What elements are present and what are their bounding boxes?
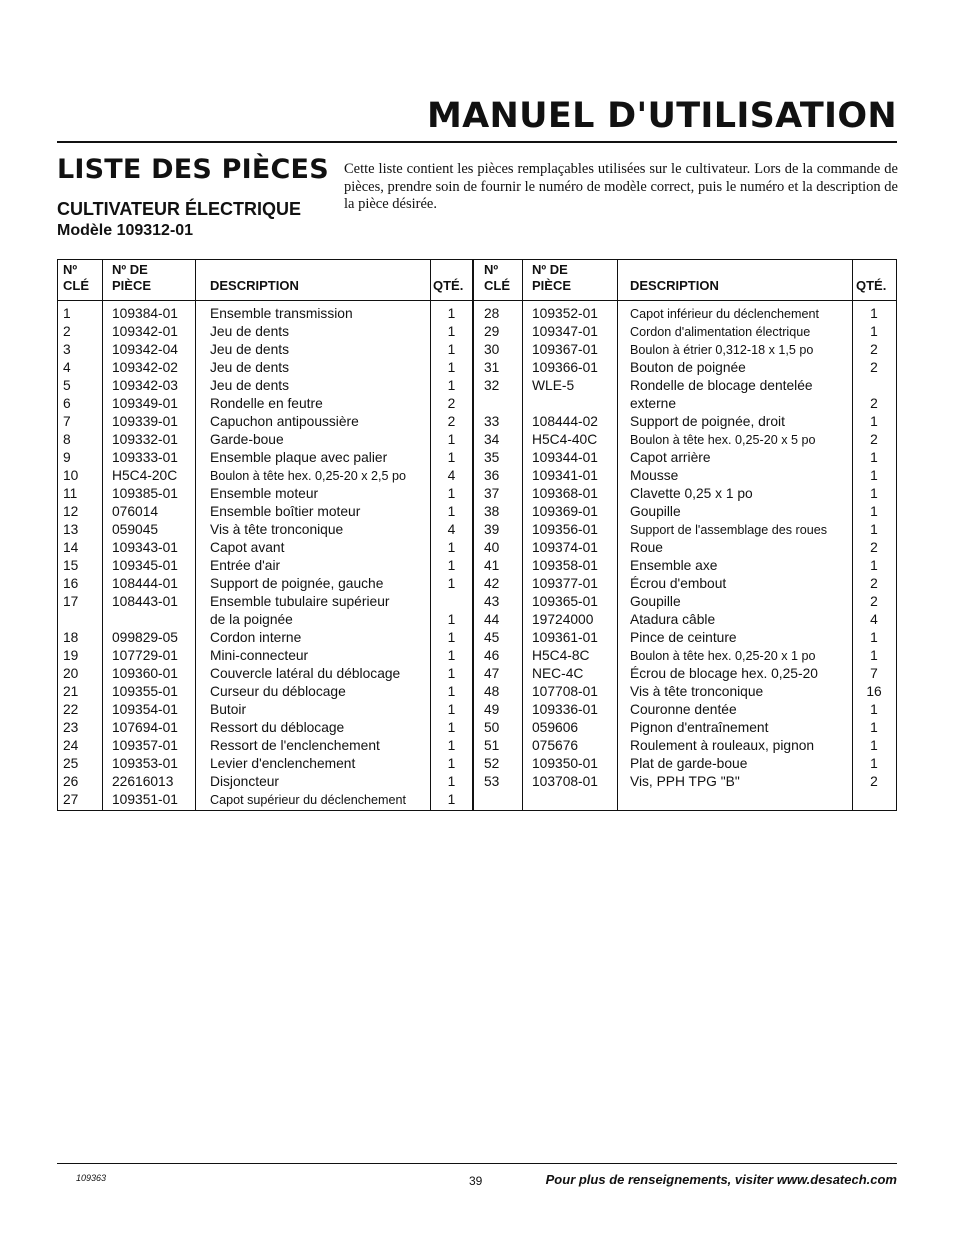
cell-key: 2 [63, 324, 71, 339]
cell-part: WLE-5 [532, 378, 575, 393]
cell-qty: 1 [447, 378, 456, 393]
left-part-column [112, 305, 194, 809]
cell-desc: Jeu de dents [210, 360, 290, 375]
cell-qty: 2 [870, 576, 878, 591]
cell-desc: Roue [630, 540, 663, 555]
cell-qty: 1 [870, 702, 878, 717]
cell-key: 23 [63, 720, 79, 735]
cell-desc: Goupille [630, 504, 681, 519]
cell-key: 11 [63, 486, 78, 501]
cell-key: 13 [63, 522, 79, 537]
document-code: 109363 [76, 1173, 107, 1183]
cell-part: NEC-4C [532, 666, 584, 681]
cell-desc: Rondelle de blocage dentelée [630, 378, 813, 393]
cell-qty: 2 [870, 342, 878, 357]
cell-key: 14 [63, 540, 79, 555]
cell-part: 107708-01 [532, 684, 598, 699]
cell-qty: 1 [447, 486, 456, 501]
cell-qty: 1 [447, 702, 456, 717]
manual-title: MANUEL D'UTILISATION [427, 96, 897, 136]
column-divider [472, 260, 474, 810]
cell-part: 103708-01 [532, 774, 598, 789]
cell-key: 35 [484, 450, 500, 465]
footer-note: Pour plus de renseignements, visiter www.desatech.com [545, 1172, 897, 1187]
cell-part: 19724000 [532, 612, 594, 627]
cell-part: 107729-01 [112, 648, 178, 663]
right-description-column [630, 305, 852, 791]
cell-key: 19 [63, 648, 79, 663]
cell-key: 22 [63, 702, 79, 717]
cell-part: 109342-02 [112, 360, 178, 375]
cell-part: 109368-01 [532, 486, 598, 501]
cell-key: 3 [63, 342, 71, 357]
cell-qty: 1 [870, 306, 878, 321]
cell-key: 7 [63, 414, 71, 429]
model-number: Modèle 109312-01 [57, 222, 194, 239]
cell-part [112, 611, 194, 629]
cell-key: 6 [63, 396, 71, 411]
cell-part: 109356-01 [532, 522, 598, 537]
cell-key: 36 [484, 468, 500, 483]
header-description-left: DESCRIPTION [210, 278, 299, 293]
cell-qty: 1 [870, 630, 878, 645]
right-qty-column [853, 305, 895, 791]
intro-paragraph: Cette liste contient les pièces remplaçables utilisées sur le cultivateur. Lors de la commande de pièces, prendre soin de fournir le numéro de modèle correct, puis le numéro et la description de la pièce désirée. [344, 161, 898, 212]
cell-desc: Capot arrière [630, 450, 711, 465]
column-divider [617, 260, 618, 810]
cell-key: 29 [484, 324, 500, 339]
cell-qty: 1 [447, 324, 456, 339]
left-qty-column [431, 305, 472, 809]
cell-desc: Bouton de poignée [630, 360, 746, 375]
cell-desc: Mousse [630, 468, 679, 483]
cell-qty: 2 [870, 396, 878, 411]
header-key-right: Nº CLÉ [484, 262, 510, 293]
cell-qty: 1 [870, 324, 878, 339]
cell-qty: 1 [447, 558, 456, 573]
cell-part: 109345-01 [112, 558, 178, 573]
cell-qty: 1 [447, 576, 456, 591]
cell-key: 20 [63, 666, 79, 681]
cell-key: 1 [63, 306, 71, 321]
cell-qty: 1 [870, 720, 878, 735]
cell-qty: 2 [870, 594, 878, 609]
cell-key: 40 [484, 540, 500, 555]
cell-qty: 1 [447, 666, 456, 681]
header-description-right: DESCRIPTION [630, 278, 719, 293]
page-number: 39 [469, 1174, 483, 1188]
cell-desc: Boulon à tête hex. 0,25-20 x 1 po [630, 649, 816, 663]
cell-key: 27 [63, 792, 79, 807]
cell-desc: Levier d'enclenchement [210, 756, 356, 771]
cell-qty: 1 [447, 774, 456, 789]
cell-part: 107694-01 [112, 720, 178, 735]
cell-key: 47 [484, 666, 500, 681]
cell-part: 109353-01 [112, 756, 178, 771]
cell-desc: Capuchon antipoussière [210, 414, 359, 429]
cell-part: 108443-01 [112, 594, 178, 609]
cell-part: 109367-01 [532, 342, 598, 357]
cell-key: 34 [484, 432, 500, 447]
cell-desc: Couronne dentée [630, 702, 737, 717]
cell-part: 109357-01 [112, 738, 178, 753]
cell-key: 53 [484, 774, 500, 789]
cell-qty: 7 [870, 666, 878, 681]
cell-part: 109349-01 [112, 396, 178, 411]
cell-qty: 1 [447, 756, 456, 771]
left-description-column [210, 305, 430, 809]
cell-qty: 1 [447, 612, 456, 627]
cell-desc: de la poignée [210, 612, 293, 627]
cell-key [484, 395, 522, 413]
cell-qty: 2 [870, 540, 878, 555]
cell-part: 109358-01 [532, 558, 598, 573]
left-key-column [63, 305, 101, 809]
cell-key: 51 [484, 738, 500, 753]
cell-key: 10 [63, 468, 79, 483]
cell-part: 108444-02 [532, 414, 598, 429]
cell-desc: Goupille [630, 594, 681, 609]
cell-key: 15 [63, 558, 79, 573]
cell-qty: 1 [447, 432, 456, 447]
column-divider [102, 260, 103, 810]
cell-qty: 1 [447, 738, 456, 753]
cell-key: 37 [484, 486, 500, 501]
cell-key: 52 [484, 756, 500, 771]
cell-qty: 16 [866, 684, 882, 699]
cell-desc: Ensemble boîtier moteur [210, 504, 361, 519]
cell-desc: Ensemble axe [630, 558, 718, 573]
cell-desc: Jeu de dents [210, 324, 290, 339]
cell-qty: 2 [447, 396, 456, 411]
cell-key: 28 [484, 306, 500, 321]
cell-desc: Curseur du déblocage [210, 684, 346, 699]
cell-desc: Rondelle en feutre [210, 396, 323, 411]
cell-part: 109385-01 [112, 486, 178, 501]
cell-qty: 1 [870, 468, 878, 483]
cell-part: 109343-01 [112, 540, 178, 555]
cell-qty: 2 [447, 414, 456, 429]
cell-key: 46 [484, 648, 500, 663]
cell-qty: 1 [870, 756, 878, 771]
cell-qty [853, 377, 895, 395]
cell-desc: Cordon interne [210, 630, 302, 645]
parts-table [57, 259, 897, 811]
right-part-column [532, 305, 616, 791]
cell-part: 109361-01 [532, 630, 598, 645]
cell-key: 18 [63, 630, 79, 645]
cell-qty: 1 [447, 306, 456, 321]
cell-key: 33 [484, 414, 500, 429]
cell-part: 109354-01 [112, 702, 178, 717]
cell-desc: Butoir [210, 702, 247, 717]
cell-part: 109369-01 [532, 504, 598, 519]
cell-desc: Plat de garde-boue [630, 756, 748, 771]
top-divider [57, 141, 897, 143]
cell-part: 109342-03 [112, 378, 178, 393]
cell-qty: 1 [447, 342, 456, 357]
cell-part: 059606 [532, 720, 579, 735]
cell-key: 16 [63, 576, 79, 591]
cell-part: 109339-01 [112, 414, 178, 429]
cell-qty: 2 [870, 360, 878, 375]
cell-qty: 4 [870, 612, 878, 627]
cell-desc: Capot avant [210, 540, 285, 555]
cell-key: 9 [63, 450, 71, 465]
cell-part: 109374-01 [532, 540, 598, 555]
cell-qty: 1 [447, 630, 456, 645]
header-divider [58, 300, 896, 301]
cell-part: 109344-01 [532, 450, 598, 465]
cell-key: 48 [484, 684, 500, 699]
cell-desc: Couvercle latéral du déblocage [210, 666, 401, 681]
cell-qty: 1 [870, 504, 878, 519]
cell-part: 109352-01 [532, 306, 598, 321]
cell-part: 109377-01 [532, 576, 598, 591]
cell-qty: 2 [870, 432, 878, 447]
cell-desc: Écrou de blocage hex. 0,25-20 [630, 666, 818, 681]
cell-part: 22616013 [112, 774, 174, 789]
cell-part: 099829-05 [112, 630, 178, 645]
cell-qty: 4 [447, 468, 456, 483]
cell-qty [431, 593, 472, 611]
cell-part: 109365-01 [532, 594, 598, 609]
cell-qty: 1 [870, 414, 878, 429]
cell-desc: Clavette 0,25 x 1 po [630, 486, 753, 501]
cell-part: 059045 [112, 522, 159, 537]
cell-qty: 1 [870, 738, 878, 753]
cell-key: 45 [484, 630, 500, 645]
cell-desc: Garde-boue [210, 432, 284, 447]
cell-key: 42 [484, 576, 500, 591]
cell-desc: Jeu de dents [210, 378, 290, 393]
cell-desc: Ensemble moteur [210, 486, 319, 501]
cell-key: 17 [63, 594, 79, 609]
footer-divider [57, 1163, 897, 1164]
section-title: LISTE DES PIÈCES [57, 154, 329, 185]
cell-desc: Pignon d'entraînement [630, 720, 769, 735]
cell-qty: 1 [447, 450, 456, 465]
cell-key: 50 [484, 720, 500, 735]
header-key-left: Nº CLÉ [63, 262, 89, 293]
cell-qty: 1 [447, 720, 456, 735]
cell-key: 8 [63, 432, 71, 447]
cell-part: H5C4-8C [532, 648, 590, 663]
cell-qty: 1 [870, 450, 878, 465]
cell-desc: Boulon à tête hex. 0,25-20 x 2,5 po [210, 469, 407, 483]
cell-qty: 1 [447, 648, 456, 663]
cell-part: 109384-01 [112, 306, 178, 321]
cell-desc: Écrou d'embout [630, 576, 727, 591]
cell-desc: Boulon à étrier 0,312-18 x 1,5 po [630, 343, 814, 357]
cell-part: 076014 [112, 504, 159, 519]
cell-part: 109355-01 [112, 684, 178, 699]
cell-desc: Ensemble transmission [210, 306, 353, 321]
cell-desc: Support de poignée, gauche [210, 576, 384, 591]
cell-part: 109342-04 [112, 342, 178, 357]
cell-key: 25 [63, 756, 79, 771]
cell-part [532, 395, 616, 413]
cell-key: 49 [484, 702, 500, 717]
cell-key: 31 [484, 360, 500, 375]
cell-desc: Vis, PPH TPG "B" [630, 774, 740, 789]
cell-qty: 1 [870, 648, 878, 663]
cell-key: 12 [63, 504, 79, 519]
cell-desc: Ensemble plaque avec palier [210, 450, 388, 465]
cell-desc: Boulon à tête hex. 0,25-20 x 5 po [630, 433, 816, 447]
cell-key: 30 [484, 342, 500, 357]
cell-part: 108444-01 [112, 576, 178, 591]
cell-desc: Support de l'assemblage des roues [630, 523, 828, 537]
cell-desc: Atadura câble [630, 612, 716, 627]
cell-part: 109351-01 [112, 792, 178, 807]
cell-key: 21 [63, 684, 79, 699]
column-divider [522, 260, 523, 810]
cell-desc: externe [630, 396, 677, 411]
cell-desc: Capot inférieur du déclenchement [630, 307, 820, 321]
cell-desc: Support de poignée, droit [630, 414, 785, 429]
cell-key: 44 [484, 612, 500, 627]
cell-qty: 4 [447, 522, 456, 537]
cell-key: 41 [484, 558, 500, 573]
cell-key [63, 611, 101, 629]
cell-part: H5C4-40C [532, 432, 598, 447]
header-qty-left: QTÉ. [433, 278, 464, 293]
cell-desc: Jeu de dents [210, 342, 290, 357]
cell-desc: Ressort de l'enclenchement [210, 738, 380, 753]
cell-qty: 2 [870, 774, 878, 789]
cell-desc: Vis à tête tronconique [210, 522, 344, 537]
cell-desc: Ressort du déblocage [210, 720, 345, 735]
cell-part: 109336-01 [532, 702, 598, 717]
cell-desc: Pince de ceinture [630, 630, 737, 645]
header-part-right: Nº DE PIÈCE [532, 262, 572, 293]
cell-key: 5 [63, 378, 71, 393]
cell-part: 109332-01 [112, 432, 178, 447]
cell-desc: Entrée d'air [210, 558, 281, 573]
cell-key: 26 [63, 774, 79, 789]
header-qty-right: QTÉ. [856, 278, 887, 293]
cell-key: 32 [484, 378, 500, 393]
cell-desc: Vis à tête tronconique [630, 684, 764, 699]
cell-qty: 1 [447, 684, 456, 699]
cell-qty: 1 [447, 504, 456, 519]
cell-part: 109341-01 [532, 468, 598, 483]
cell-qty: 1 [870, 558, 878, 573]
header-part-left: Nº DE PIÈCE [112, 262, 152, 293]
cell-desc: Disjoncteur [210, 774, 280, 789]
cell-part: 109366-01 [532, 360, 598, 375]
cell-part: 075676 [532, 738, 579, 753]
cell-part: 109360-01 [112, 666, 178, 681]
cell-qty: 1 [870, 486, 878, 501]
cell-key: 24 [63, 738, 79, 753]
cell-key: 38 [484, 504, 500, 519]
cell-part: 109333-01 [112, 450, 178, 465]
cell-desc: Ensemble tubulaire supérieur [210, 594, 390, 609]
cell-key: 39 [484, 522, 500, 537]
cell-part: 109350-01 [532, 756, 598, 771]
product-subtitle: CULTIVATEUR ÉLECTRIQUE [57, 199, 301, 219]
cell-key: 4 [63, 360, 71, 375]
cell-part: 109347-01 [532, 324, 598, 339]
cell-desc: Capot supérieur du déclenchement [210, 793, 407, 807]
cell-part: H5C4-20C [112, 468, 178, 483]
cell-qty: 1 [447, 792, 456, 807]
right-key-column [484, 305, 522, 791]
cell-part: 109342-01 [112, 324, 178, 339]
cell-qty: 1 [447, 540, 456, 555]
cell-qty: 1 [447, 360, 456, 375]
cell-desc: Roulement à rouleaux, pignon [630, 738, 815, 753]
column-divider [195, 260, 196, 810]
cell-qty: 1 [870, 522, 878, 537]
cell-desc: Cordon d'alimentation électrique [630, 325, 811, 339]
cell-desc: Mini-connecteur [210, 648, 309, 663]
cell-key: 43 [484, 594, 500, 609]
